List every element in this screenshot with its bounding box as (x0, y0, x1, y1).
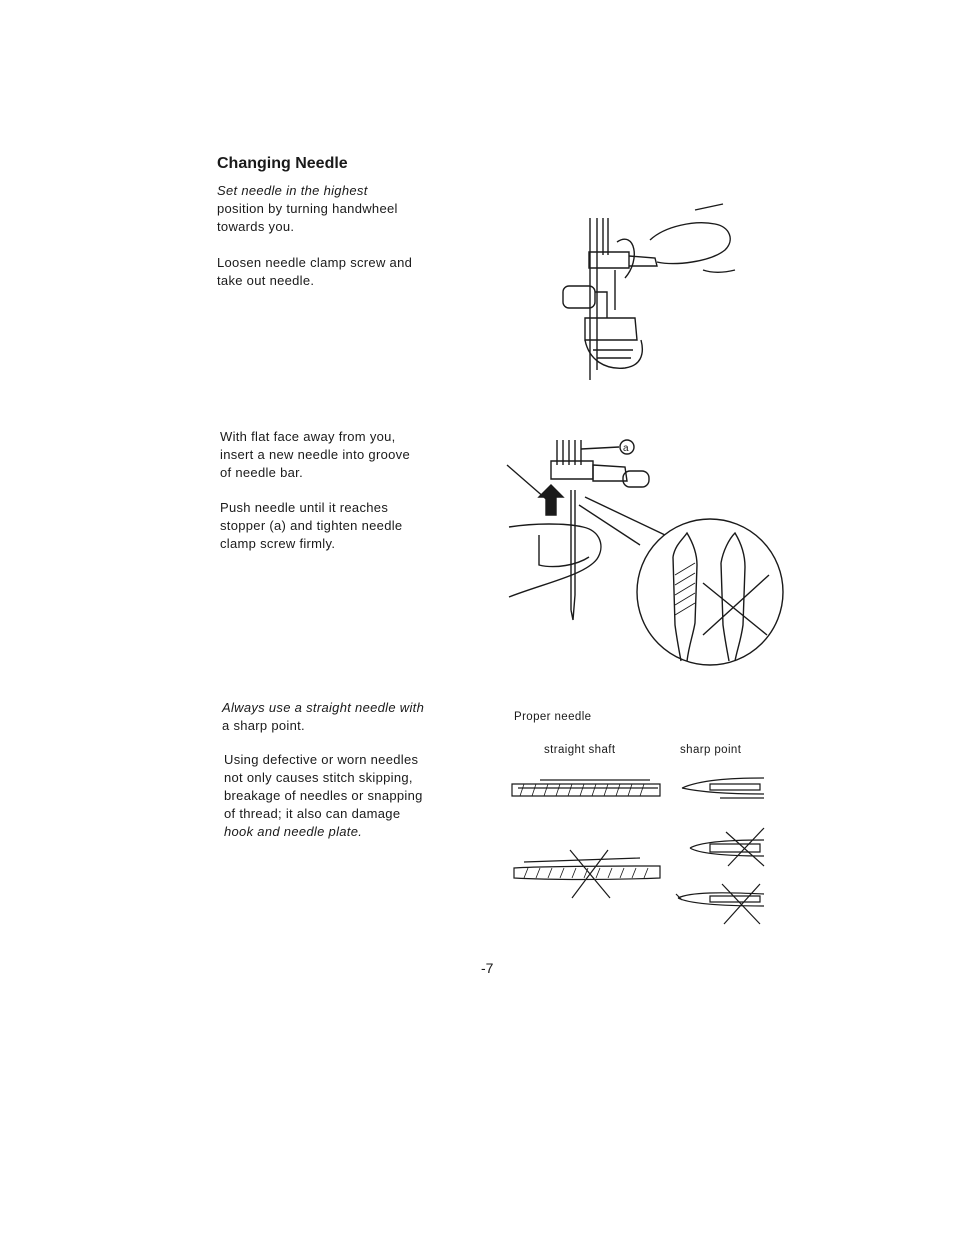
callout-label: a (623, 443, 629, 454)
cross-mark-icon (703, 575, 769, 635)
blunt-point-bad (690, 828, 764, 866)
text-line: position by turning handwheel (217, 201, 398, 216)
page-number: -7 (481, 960, 494, 976)
text-line: clamp screw firmly. (220, 536, 336, 551)
text-line: Push needle until it reaches (220, 500, 389, 515)
sharp-point-label: sharp point (680, 744, 742, 756)
cross-mark-icon (726, 828, 764, 866)
text-line: not only causes stitch skipping, (224, 770, 413, 785)
instruction-step-6 (224, 751, 444, 841)
sharp-point-good (682, 778, 764, 798)
text-line: insert a new needle into groove (220, 447, 410, 462)
proper-needle-label: Proper needle (514, 711, 592, 723)
text-line: breakage of needles or snapping (224, 788, 423, 803)
bent-shaft-bad (514, 850, 660, 898)
text-line: a sharp point. (222, 718, 305, 733)
instruction-step-4 (220, 499, 440, 553)
text-line: towards you. (217, 219, 295, 234)
needle-clamp-illustration (545, 200, 745, 380)
instruction-step-5 (222, 699, 444, 735)
instruction-step-2 (217, 254, 441, 290)
needle-comparison-illustration (510, 770, 770, 930)
needle-insert-illustration (505, 435, 790, 670)
text-line: Loosen needle clamp screw and (217, 255, 413, 270)
text-line: stopper (a) and tighten needle (220, 518, 403, 533)
text-line: hook and needle plate. (224, 824, 363, 839)
text-line: of needle bar. (220, 465, 303, 480)
straight-shaft-good (512, 780, 660, 796)
straight-shaft-label: straight shaft (544, 744, 616, 756)
instruction-step-3 (220, 428, 440, 482)
text-line: With flat face away from you, (220, 429, 396, 444)
section-title: Changing Needle (217, 155, 348, 172)
text-line: take out needle. (217, 273, 315, 288)
cross-mark-icon (570, 850, 610, 898)
instruction-step-1 (217, 182, 441, 236)
hooked-point-bad (676, 884, 764, 924)
up-arrow-icon (539, 485, 563, 515)
cross-mark-icon (722, 884, 760, 924)
text-line: Set needle in the highest (217, 183, 368, 198)
text-line: Always use a straight needle with (222, 700, 425, 715)
text-line: Using defective or worn needles (224, 752, 419, 767)
text-line: of thread; it also can damage (224, 806, 401, 821)
